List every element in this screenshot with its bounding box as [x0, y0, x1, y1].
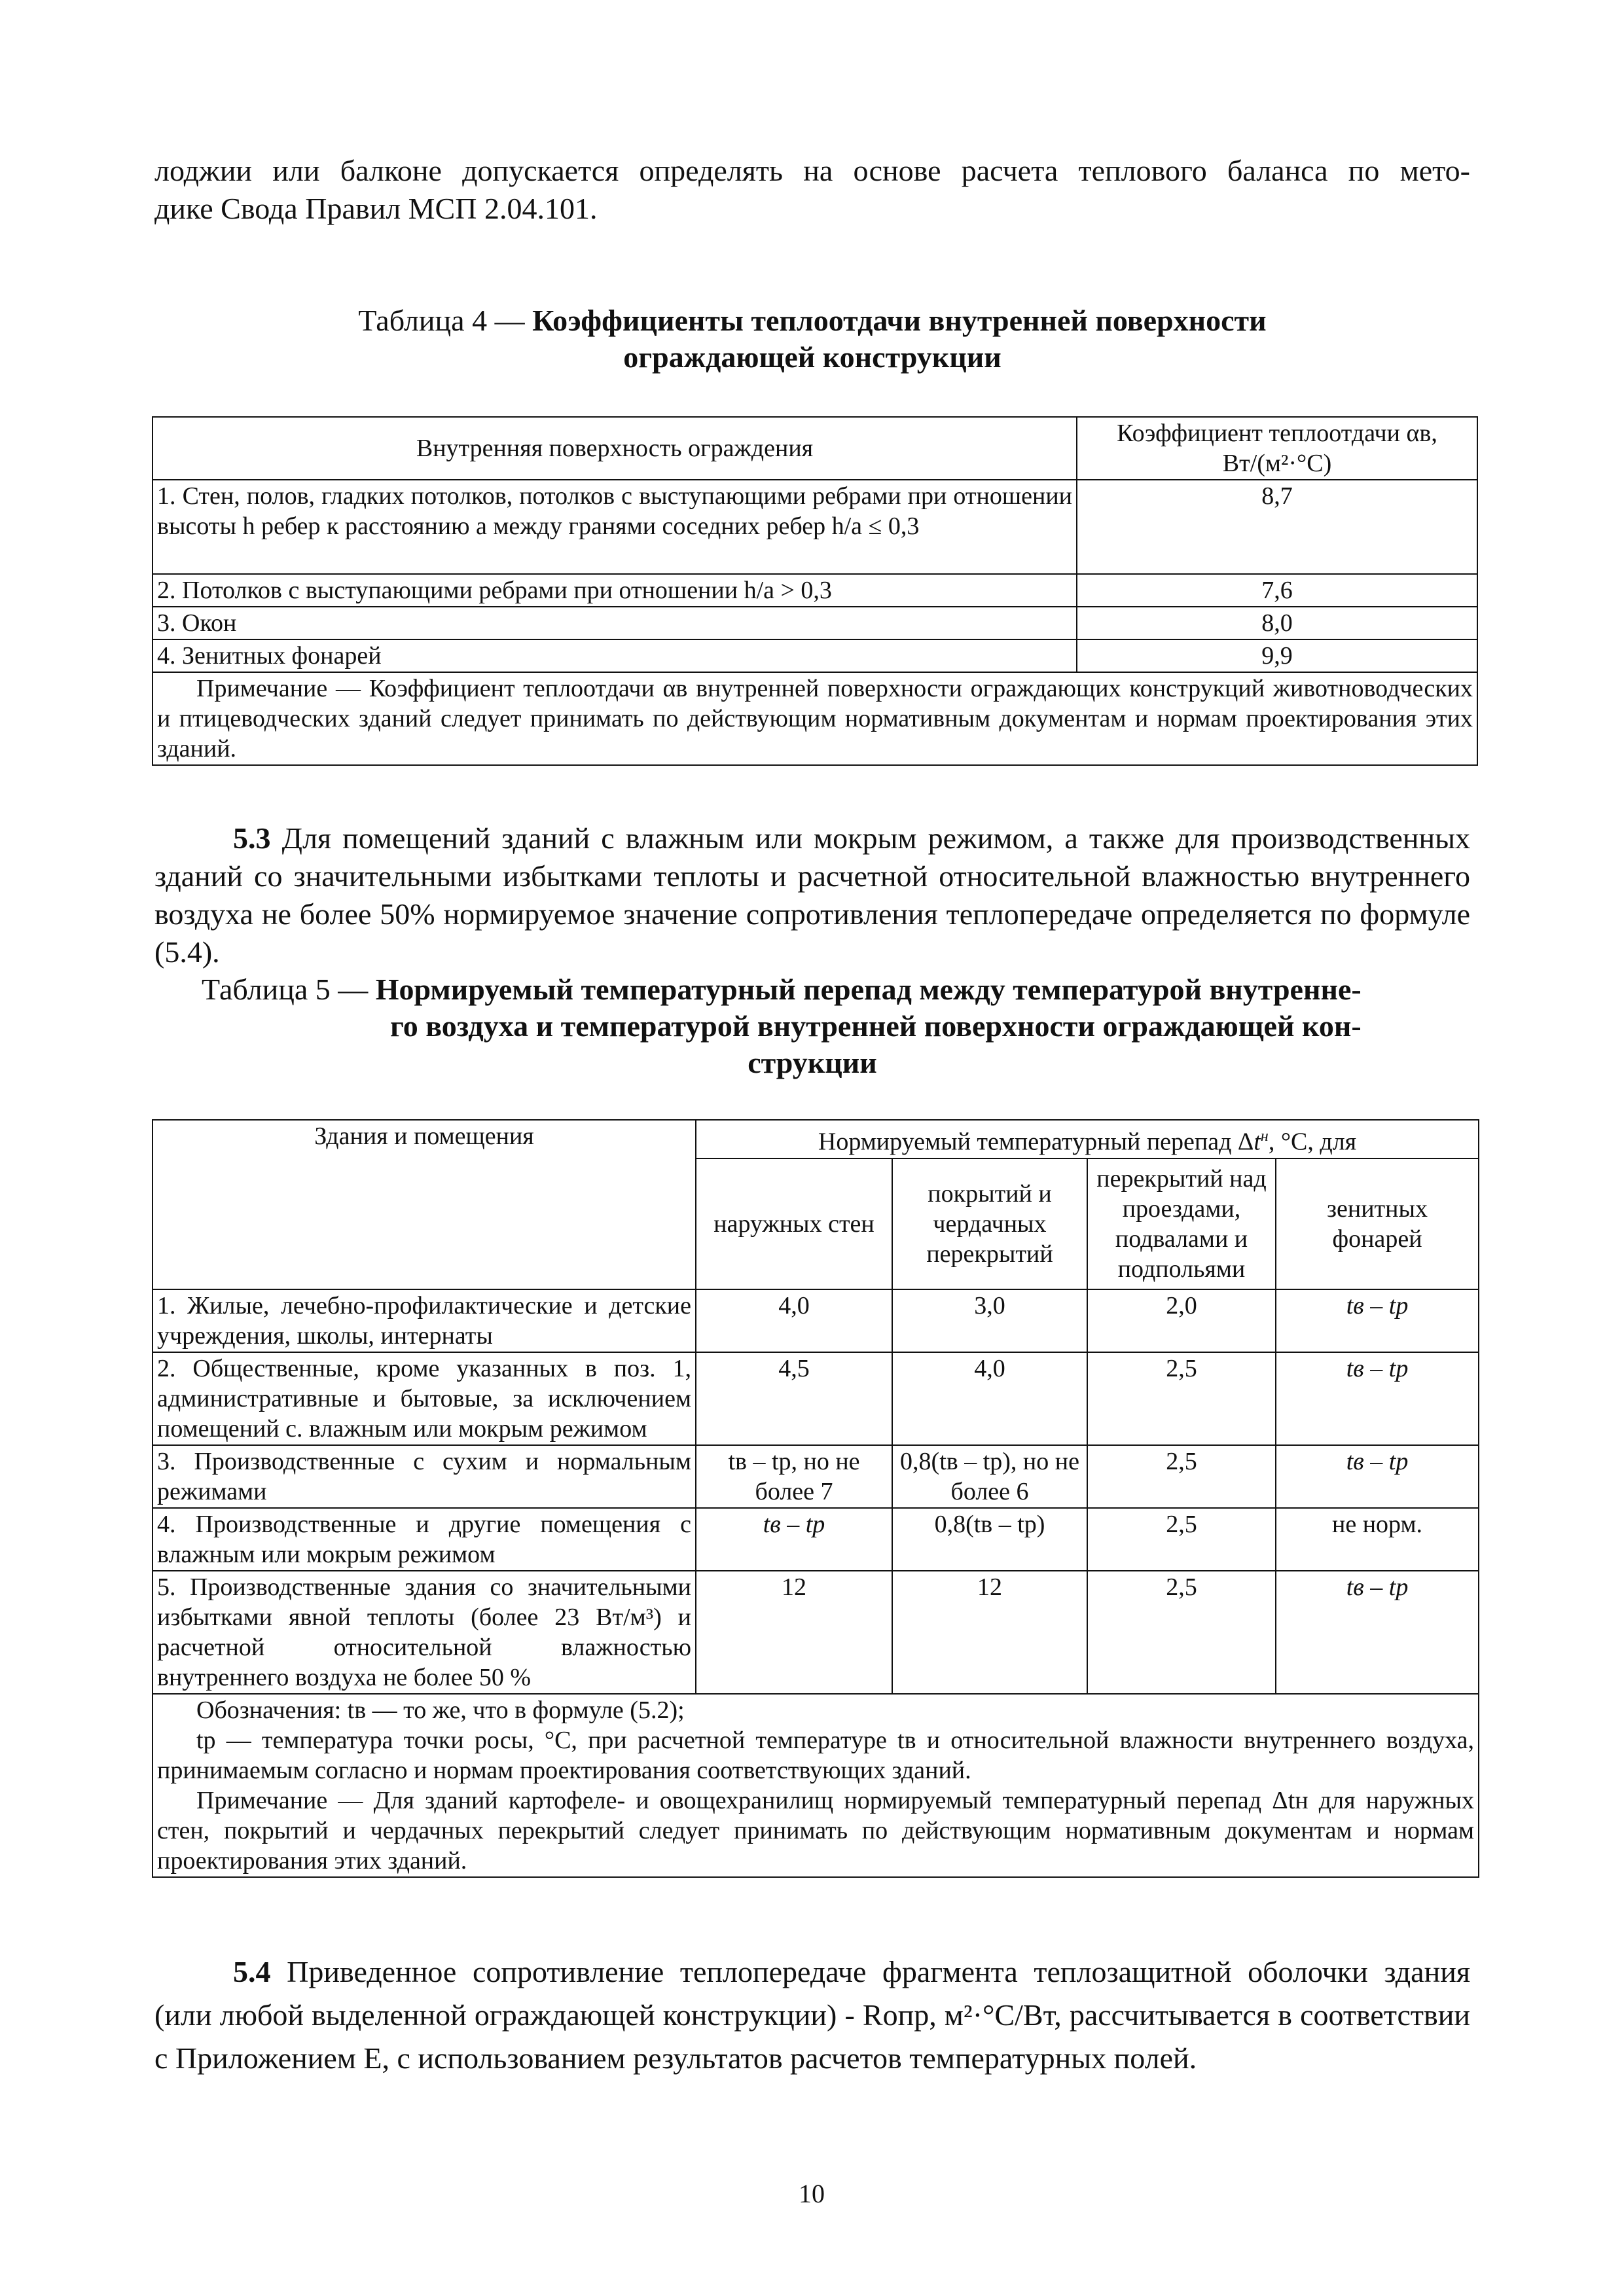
table4-col2-header [1077, 417, 1477, 480]
section-5-3-text: Для помещений зданий с влажным или мокрым режимом, а также для производственных зданий со значительными избытками теплоты и расчетной относительной влажностью внутреннего воздуха не более 50% нормируемое значение сопротивления теплопередаче определяется по формуле (5.4). [154, 821, 1470, 969]
table5-row1-v4: tв – tр [1276, 1289, 1479, 1352]
section-5-3-number: 5.3 [233, 821, 271, 855]
table4-row4-label: 4. Зенитных фонарей [153, 639, 1077, 672]
table-row [153, 607, 1477, 639]
table5-designations-1: Обозначения: tв — то же, что в формуле (5.2); [196, 1696, 685, 1724]
table4-col1-header: Внутренняя поверхность ограждения [153, 417, 1077, 480]
table-row [153, 1352, 1479, 1445]
table4-row2-label: 2. Потолков с выступающими ребрами при отношении h/a > 0,3 [153, 574, 1077, 607]
section-5-4-number: 5.4 [233, 1955, 271, 1988]
table5-caption-title-2: го воздуха и температурой внутренней поверхности ограждающей кон- [390, 1009, 1362, 1043]
table4-caption [154, 302, 1470, 376]
table4-row4-value: 9,9 [1077, 639, 1477, 672]
table5-group-header: Нормируемый температурный перепад $\Delta t^н$, °С, для [696, 1120, 1479, 1158]
table4-row3-label: 3. Окон [153, 607, 1077, 639]
table5-row5-v2: 12 [892, 1571, 1087, 1694]
table5-col1-header: Здания и помещения [153, 1120, 696, 1289]
table4-row2-value: 7,6 [1077, 574, 1477, 607]
table5-row1-v3: 2,0 [1087, 1289, 1276, 1352]
section-5-4-text: Приведенное сопротивление теплопередаче фрагмента теплозащитной оболочки здания (или любой выделенной ограждающей конструкции) - Rопр, м²·°С/Вт, рассчитывается в соответствии с Приложением Е, с использованием результатов расчетов температурных полей. [154, 1955, 1470, 2075]
table4-row1-label: 1. Стен, полов, гладких потолков, потолков с выступающими ребрами при отношении высоты h ребер к расстоянию a между гранями соседних ребер h/a ≤ 0,3 [153, 480, 1077, 574]
table5-caption-prefix: Таблица 5 — [202, 973, 376, 1006]
table5-row4-v3: 2,5 [1087, 1508, 1276, 1571]
table5-caption-title-1: Нормируемый температурный перепад между температурой внутренне- [375, 973, 1362, 1006]
intro-line-1: лоджии или балконе допускается определять на основе расчета теплового баланса по мето- [154, 154, 1470, 187]
table5-row5-v1: 12 [696, 1571, 892, 1694]
table4 [152, 416, 1477, 766]
table5-row3-label: 3. Производственные с сухим и нормальным режимами [153, 1445, 696, 1508]
table5-row3-v4: tв – tр [1276, 1445, 1479, 1508]
intro-line-2: дике Свода Правил МСП 2.04.101. [154, 192, 598, 225]
table5-caption [154, 971, 1470, 1081]
table-row [153, 639, 1477, 672]
table5-caption-title-3: струкции [748, 1046, 877, 1079]
table-row [153, 480, 1477, 574]
intro-paragraph [154, 152, 1470, 228]
table5-designations-2: tр — температура точки росы, °С, при расчетной температуре tв и относительной влажности внутреннего воздуха, принимаемым согласно и нормам проектирования соответствующих зданий. [157, 1726, 1475, 1784]
table5-row2-v2: 4,0 [892, 1352, 1087, 1445]
table5-row3-v1: tв – tр, но не более 7 [696, 1445, 892, 1508]
table5-row2-v1: 4,5 [696, 1352, 892, 1445]
table5 [152, 1119, 1478, 1878]
table5-row1-v2: 3,0 [892, 1289, 1087, 1352]
table4-caption-prefix: Таблица 4 — [358, 304, 533, 337]
table-row [153, 1571, 1479, 1694]
table-row [153, 1508, 1479, 1571]
table4-note-row [153, 672, 1477, 765]
table5-row5-v4: tв – tр [1276, 1571, 1479, 1694]
table5-row3-v3: 2,5 [1087, 1445, 1276, 1508]
table5-sub-header-2: покрытий и чердачных перекрытий [892, 1158, 1087, 1289]
table5-row1-v1: 4,0 [696, 1289, 892, 1352]
table5-row4-v1: tв – tр [696, 1508, 892, 1571]
table-row [153, 574, 1477, 607]
table4-col2-header-line1: Коэффициент теплоотдачи αв, [1117, 420, 1437, 447]
table4-header-row [153, 417, 1477, 480]
table4-note [153, 672, 1477, 765]
table5-row2-v3: 2,5 [1087, 1352, 1276, 1445]
table-row [153, 1445, 1479, 1508]
table5-row2-v4: tв – tр [1276, 1352, 1479, 1445]
table4-row1-value: 8,7 [1077, 480, 1477, 574]
section-5-3 [154, 819, 1470, 971]
table5-row5-v3: 2,5 [1087, 1571, 1276, 1694]
table4-caption-title-2: ограждающей конструкции [623, 340, 1001, 374]
table5-row4-v4: не норм. [1276, 1508, 1479, 1571]
table5-sub-header-4: зенитных фонарей [1276, 1158, 1479, 1289]
table5-row2-label: 2. Общественные, кроме указанных в поз. 1, административные и бытовые, за исключением помещений с. влажным или мокрым режимом [153, 1352, 696, 1445]
table4-row3-value: 8,0 [1077, 607, 1477, 639]
table-row [153, 1289, 1479, 1352]
table5-row5-label: 5. Производственные здания со значительными избытками явной теплоты (более 23 Вт/м³) и расчетной относительной влажностью внутреннего воздуха не более 50 % [153, 1571, 696, 1694]
table5-header-row-1 [153, 1120, 1479, 1158]
table5-row4-label: 4. Производственные и другие помещения с влажным или мокрым режимом [153, 1508, 696, 1571]
table5-sub-header-3: перекрытий над проездами, подвалами и подпольями [1087, 1158, 1276, 1289]
section-5-4 [154, 1950, 1470, 2080]
table5-note: Примечание — Для зданий картофеле- и овощехранилищ нормируемый температурный перепад Δtн для наружных стен, покрытий и чердачных перекрытий следует принимать по действующим нормативным документам и нормам проектирования этих зданий. [157, 1786, 1475, 1874]
table4-col2-header-line2: Вт/(м²·°С) [1222, 450, 1332, 477]
table5-row1-label: 1. Жилые, лечебно-профилактические и детские учреждения, школы, интернаты [153, 1289, 696, 1352]
table5-notes-row [153, 1694, 1479, 1877]
table5-row3-v2: 0,8(tв – tр), но не более 6 [892, 1445, 1087, 1508]
table5-notes [153, 1694, 1479, 1877]
table5-row4-v2: 0,8(tв – tр) [892, 1508, 1087, 1571]
page-number: 10 [799, 2179, 825, 2208]
table5-sub-header-1: наружных стен [696, 1158, 892, 1289]
table4-note-text: Примечание — Коэффициент теплоотдачи αв внутренней поверхности ограждающих конструкций животноводческих и птицеводческих зданий следует принимать по действующим нормативным документам и нормам проектирования этих зданий. [157, 675, 1473, 762]
table4-caption-title-1: Коэффициенты теплоотдачи внутренней поверхности [532, 304, 1267, 337]
